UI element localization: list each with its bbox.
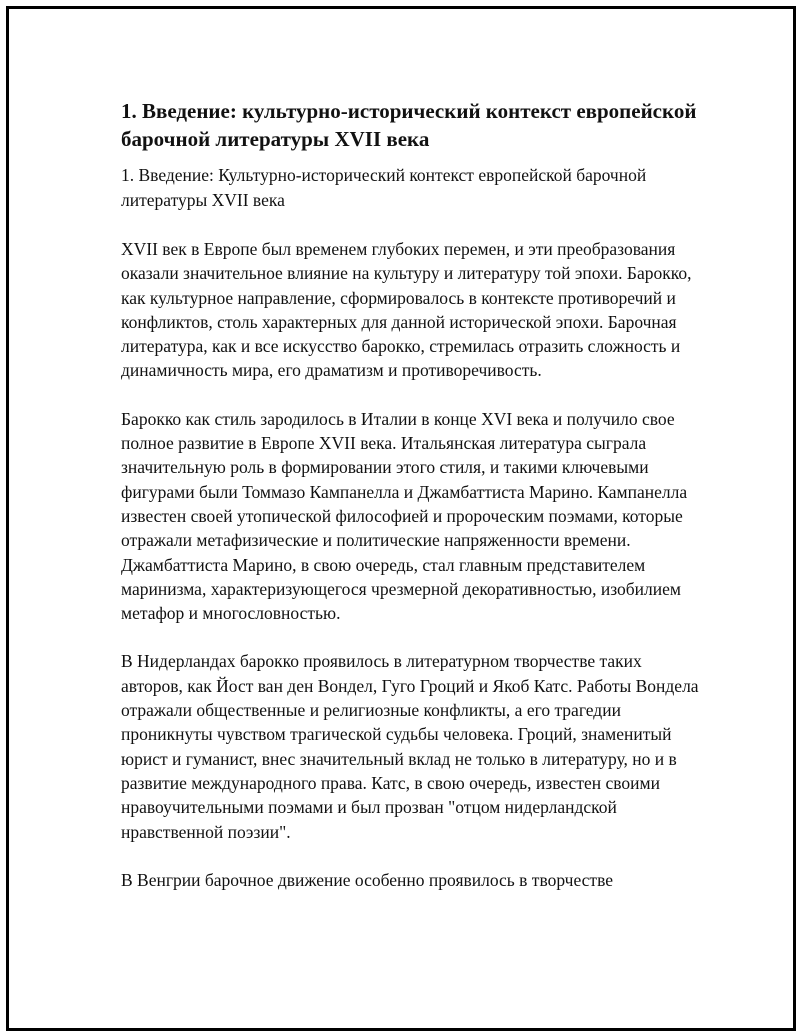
page-frame (6, 6, 796, 1031)
document-body (121, 97, 701, 916)
paragraph-4: В Венгрии барочное движение особенно проявилось в творчестве (121, 869, 613, 890)
paragraph-2: Барокко как стиль зародилось в Италии в конце XVI века и получило свое полное развитие в Европе XVII века. Итальянская литература сыграла значительную роль в формировании этого стиля, и такими ключевыми фигурами были Томмазо Кампанелла и Джамбаттиста Марино. Кампанелла известен своей утопической философией и пророческим поэмами, которые отражали метафизические и политические напряженности времени. Джамбаттиста Марино, в свою очередь, стал главным представителем маринизма, характеризующегося чрезмерной декоративностью, изобилием метафор и многословностью. (121, 408, 688, 624)
paragraph-3: В Нидерландах барокко проявилось в литературном творчестве таких авторов, как Йост ван ден Вондел, Гуго Гроций и Якоб Катс. Работы Вондела отражали общественные и религиозные конфликты, а его трагедии проникнуты чувством трагической судьбы человека. Гроций, знаменитый юрист и гуманист, внес значительный вклад не только в литературу, но и в развитие международного права. Катс, в свою очередь, известен своими нравоучительными поэмами и был прозван "отцом нидерландской нравственной поэзии". (121, 651, 699, 842)
page-title: 1. Введение: культурно-исторический контекст европейской барочной литературы XVII века (121, 99, 697, 151)
section-subtitle: 1. Введение: Культурно-исторический контекст европейской барочной литературы XVII века (121, 165, 647, 210)
paragraph-1: XVII век в Европе был временем глубоких перемен, и эти преобразования оказали значительное влияние на культуру и литературу той эпохи. Барокко, как культурное направление, сформировалось в контексте противоречий и конфликтов, столь характерных для данной исторической эпохи. Барочная литература, как и все искусство барокко, стремилась отразить сложность и динамичность мира, его драматизм и противоречивость. (121, 239, 692, 381)
